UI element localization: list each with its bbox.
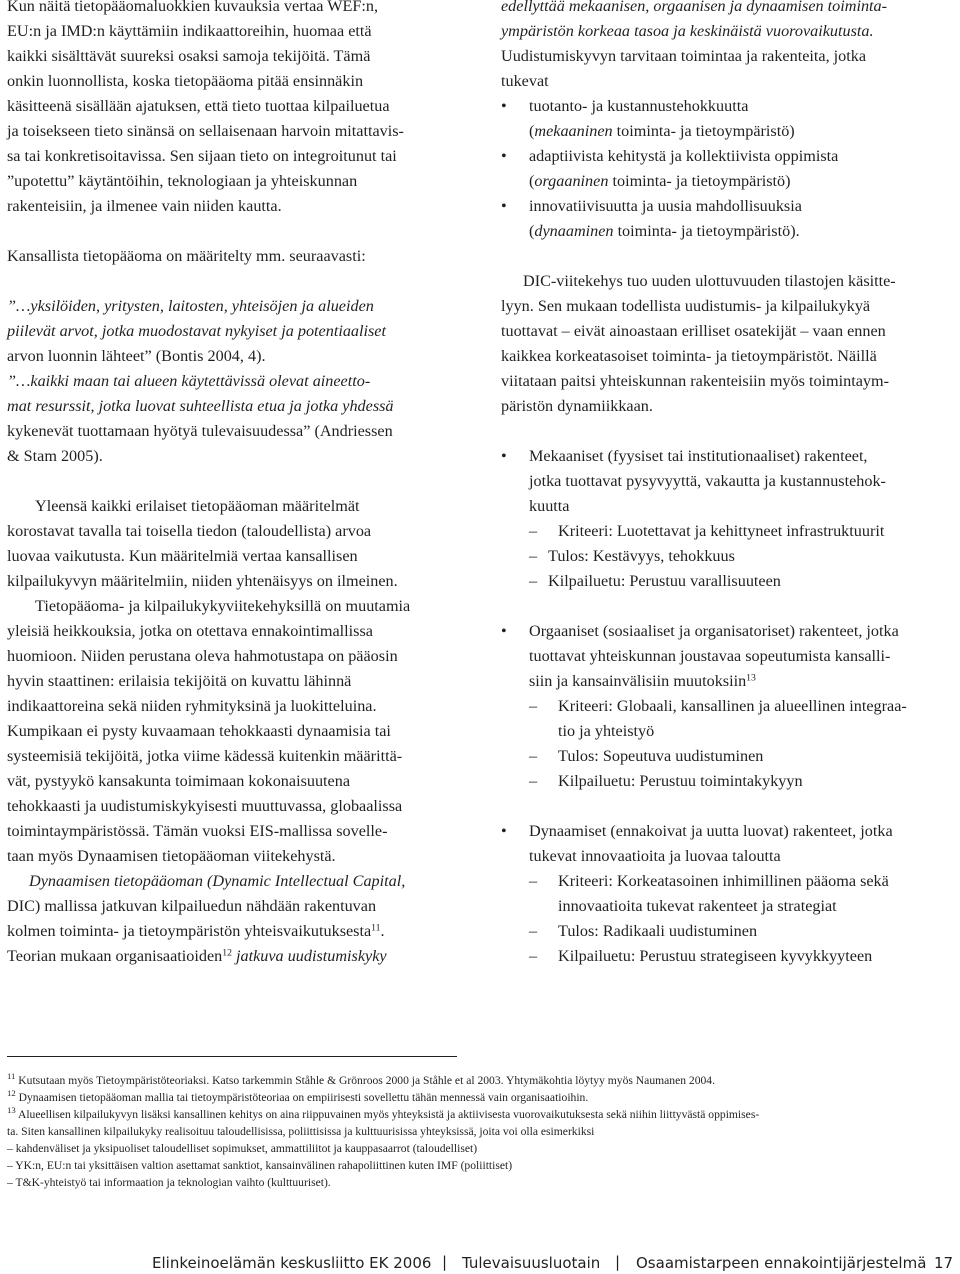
- quote-line: arvon luonnin lähteet” (Bontis 2004, 4).: [7, 347, 266, 365]
- list-item: (orgaaninen toiminta- ja tietoympäristö): [529, 172, 791, 190]
- footer-separator: |: [615, 1253, 621, 1271]
- list-item: kuutta: [529, 497, 570, 515]
- footnote-13-list-item: – YK:n, EU:n tai yksittäisen valtion asettamat sanktiot, kansainvälinen rahapoliittinen kuten IMF (poliittiset): [7, 1159, 513, 1172]
- footnote-12: $^{12}$ Dynaamisen tietopääoman mallia tai tietoympäristöteoriaa on empiirisesti sovellettu tähän mennessä vain organisaatioihin.: [7, 1088, 589, 1104]
- sub-item: Kilpailuetu: Perustuu varallisuuteen: [548, 572, 781, 590]
- text-line: ympäristön korkeaa tasoa ja keskinäistä vuorovaikutusta.: [501, 22, 874, 40]
- text-line: Tietopääoma- ja kilpailukykyviitekehyksillä on muutamia: [35, 597, 411, 615]
- footer-title: Tulevaisuusluotain: [462, 1254, 601, 1272]
- text-line: toimintaympäristössä. Tämän vuoksi EIS-mallissa sovelle-: [7, 822, 388, 840]
- dash-marker: –: [529, 747, 538, 765]
- text-line: Dynaamisen tietopääoman (Dynamic Intellectual Capital,: [29, 872, 406, 890]
- list-item: siin ja kansainvälisiin muutoksiin$^{13}$: [529, 672, 756, 690]
- sub-item: Kriteeri: Korkeatasoinen inhimillinen pääoma sekä: [558, 872, 889, 890]
- sub-item: Tulos: Sopeutuva uudistuminen: [558, 747, 764, 765]
- footnote-13-list-item: – kahdenväliset ja yksipuoliset taloudelliset sopimukset, ammattiliitot ja kauppasaarrot (taloudelliset): [7, 1142, 478, 1155]
- bullet-marker: •: [501, 447, 507, 465]
- text-line: yleisiä heikkouksia, jotka on otettava ennakointimallissa: [7, 622, 373, 640]
- quote-line: ”…kaikki maan tai alueen käytettävissä olevat aineetto-: [7, 372, 371, 390]
- dash-marker: –: [529, 522, 538, 540]
- bullet-marker: •: [501, 822, 507, 840]
- text-line: viitataan paitsi yhteiskunnan rakenteisiin myös toimintaym-: [501, 372, 889, 390]
- text-line: kolmen toiminta- ja tietoympäristön yhteisvaikutuksesta$^{11}$.: [7, 922, 385, 940]
- quote-line: & Stam 2005).: [7, 447, 103, 465]
- text-line: lyyn. Sen mukaan todellista uudistumis- ja kilpailukykyä: [501, 297, 871, 315]
- text-line: EU:n ja IMD:n käyttämiin indikaattoreihin, huomaa että: [7, 22, 372, 40]
- footnote-ref-13[interactable]: 13: [746, 672, 756, 684]
- list-item: innovatiivisuutta ja uusia mahdollisuuksia: [529, 197, 802, 215]
- dash-marker: –: [529, 697, 538, 715]
- text-line: vät, pystyykö kansakunta toimimaan kokonaisuutena: [7, 772, 351, 790]
- text-line: taan myös Dynaamisen tietopääoman viitekehystä.: [7, 847, 336, 865]
- text-line: korostavat tavalla tai toisella tiedon (taloudellista) arvoa: [7, 522, 372, 540]
- text-line: luovaa vaikutusta. Kun määritelmiä vertaa kansallisen: [7, 547, 358, 565]
- sub-item: Tulos: Radikaali uudistuminen: [558, 922, 758, 940]
- list-item: (dynaaminen toiminta- ja tietoympäristö).: [529, 222, 800, 240]
- sub-item: innovaatioita tukevat rakenteet ja strategiat: [558, 897, 837, 915]
- text-line: kaikki sisälttävät suureksi osaksi samoja tekijöitä. Tämä: [7, 47, 371, 65]
- dash-marker: –: [529, 572, 538, 590]
- quote-line: ”…yksilöiden, yritysten, laitosten, yhteisöjen ja alueiden: [7, 297, 374, 315]
- list-item: Orgaaniset (sosiaaliset ja organisatoriset) rakenteet, jotka: [529, 622, 899, 640]
- footnote-ref-12[interactable]: 12: [222, 947, 232, 959]
- footnote-13-list-item: – T&K-yhteistyö tai informaation ja teknologian vaihto (kulttuuriset).: [7, 1176, 331, 1189]
- bullet-marker: •: [501, 147, 507, 165]
- sub-item: Kilpailuetu: Perustuu strategiseen kyvykkyyteen: [558, 947, 873, 965]
- sub-item: tio ja yhteistyö: [558, 722, 655, 740]
- sub-item: Kilpailuetu: Perustuu toimintakykyyn: [558, 772, 803, 790]
- quote-line: kykenevät tuottamaan hyötyä tulevaisuudessa” (Andriessen: [7, 422, 393, 440]
- list-item: (mekaaninen toiminta- ja tietoympäristö): [529, 122, 795, 140]
- footnote-ref-11[interactable]: 11: [371, 922, 381, 934]
- quote-line: piilevät arvot, jotka muodostavat nykyiset ja potentiaaliset: [7, 322, 386, 340]
- text-line: Kumpikaan ei pysty kuvaamaan tehokkaasti dynaamisia tai: [7, 722, 391, 740]
- text-line: kaikkea korkeatasoiset toiminta- ja tietoympäristöt. Näillä: [501, 347, 877, 365]
- text-line: Kansallista tietopääoma on määritelty mm. seuraavasti:: [7, 247, 366, 265]
- list-item: adaptiivista kehitystä ja kollektiivista oppimista: [529, 147, 839, 165]
- text-line: hyvin staattinen: erilaisia tekijöitä on kuvattu lähinnä: [7, 672, 352, 690]
- text-line: onkin luonnollista, koska tietopääoma pitää ensinnäkin: [7, 72, 364, 90]
- text-line: systeemisiä tekijöitä, jotka viime kädessä kuitenkin määrittä-: [7, 747, 403, 765]
- text-line: Teorian mukaan organisaatioiden$^{12}$ jatkuva uudistumiskyky: [7, 947, 387, 965]
- sub-item: Tulos: Kestävyys, tehokkuus: [548, 547, 735, 565]
- quote-line: mat resurssit, jotka luovat suhteellista etua ja jotka yhdessä: [7, 397, 394, 415]
- footnote-13-continuation: ta. Siten kansallinen kilpailukyky realisoituu taloudellisissa, poliittisissa ja kulttuurisissa yhteyksissä, joita voi olla esimerkiksi: [7, 1125, 595, 1138]
- dash-marker: –: [529, 922, 538, 940]
- dash-marker: –: [529, 947, 538, 965]
- footnote-13: $^{13}$ Alueellisen kilpailukyvyn lisäksi kansallinen kehitys on aina riippuvainen myös yhteyksistä ja aktiivisesta vuorovaikutuksesta sekä niihin liittyvästä oppimises-: [7, 1105, 760, 1121]
- footer-publisher: Elinkeinoelämän keskusliitto EK 2006: [152, 1254, 432, 1272]
- page-number: 17: [934, 1254, 954, 1272]
- text-line: DIC-viitekehys tuo uuden ulottuvuuden tilastojen käsitte-: [523, 272, 896, 290]
- text-line: huomioon. Niiden perustana oleva hahmotustapa on pääosin: [7, 647, 398, 665]
- text-line: kilpailukyvyn määritelmiin, niiden yhtenäisyys on ilmeinen.: [7, 572, 398, 590]
- text-line: ja toisekseen tieto sinänsä on sellaisenaan harvoin mitattavis-: [7, 122, 404, 140]
- text-line: sa tai konkretisoitavissa. Sen sijaan tieto on integroitunut tai: [7, 147, 397, 165]
- bullet-marker: •: [501, 622, 507, 640]
- text-line: ”upotettu” käytäntöihin, teknologiaan ja yhteiskunnan: [7, 172, 358, 190]
- list-item: Mekaaniset (fyysiset tai institutionaaliset) rakenteet,: [529, 447, 868, 465]
- footer-subtitle: Osaamistarpeen ennakointijärjestelmä: [636, 1254, 927, 1272]
- text-line: käsitteenä sisällään ajatuksen, että tieto tuottaa kilpailuetua: [7, 97, 390, 115]
- text-line: tuottavat – eivät ainoastaan erilliset osatekijät – vaan ennen: [501, 322, 886, 340]
- footnote-rule: [7, 1056, 457, 1057]
- list-item: Dynaamiset (ennakoivat ja uutta luovat) rakenteet, jotka: [529, 822, 893, 840]
- sub-item: Kriteeri: Globaali, kansallinen ja alueellinen integraa-: [558, 697, 907, 715]
- text-line: Uudistumiskyvyn tarvitaan toimintaa ja rakenteita, jotka: [501, 47, 867, 65]
- list-item: tukevat innovaatioita ja luovaa taloutta: [529, 847, 781, 865]
- list-item: jotka tuottavat pysyvyyttä, vakautta ja kustannustehok-: [529, 472, 886, 490]
- list-item: tuottavat yhteiskunnan joustavaa sopeutumista kansalli-: [529, 647, 891, 665]
- text-line: DIC) mallissa jatkuvan kilpailuedun nähdään rakentuvan: [7, 897, 377, 915]
- text-line: tukevat: [501, 72, 549, 90]
- dash-marker: –: [529, 772, 538, 790]
- bullet-marker: •: [501, 197, 507, 215]
- list-item: tuotanto- ja kustannustehokkuutta: [529, 97, 749, 115]
- sub-item: Kriteeri: Luotettavat ja kehittyneet infrastruktuurit: [558, 522, 885, 540]
- bullet-marker: •: [501, 97, 507, 115]
- footnote-11: $^{11}$ Kutsutaan myös Tietoympäristöteoriaksi. Katso tarkemmin Ståhle & Grönroos 2000 ja Ståhle et al 2003. Yhtymäkohtia löytyy myös Naumanen 2004.: [7, 1071, 715, 1087]
- dash-marker: –: [529, 872, 538, 890]
- text-line: Kun näitä tietopääomaluokkien kuvauksia vertaa WEF:n,: [7, 0, 379, 15]
- text-line: indikaattoreina sekä niiden ryhmityksinä ja luokitteluina.: [7, 697, 377, 715]
- text-line: tehokkaasti ja uudistumiskykyisesti muuttuvassa, globaalissa: [7, 797, 403, 815]
- text-line: rakenteisiin, ja ilmenee vain niiden kautta.: [7, 197, 282, 215]
- text-line: Yleensä kaikki erilaiset tietopääoman määritelmät: [35, 497, 360, 515]
- footer-separator: |: [442, 1253, 448, 1271]
- dash-marker: –: [529, 547, 538, 565]
- text-line: edellyttää mekaanisen, orgaanisen ja dynaamisen toiminta-: [501, 0, 888, 15]
- text-line: päristön dynamiikkaan.: [501, 397, 653, 415]
